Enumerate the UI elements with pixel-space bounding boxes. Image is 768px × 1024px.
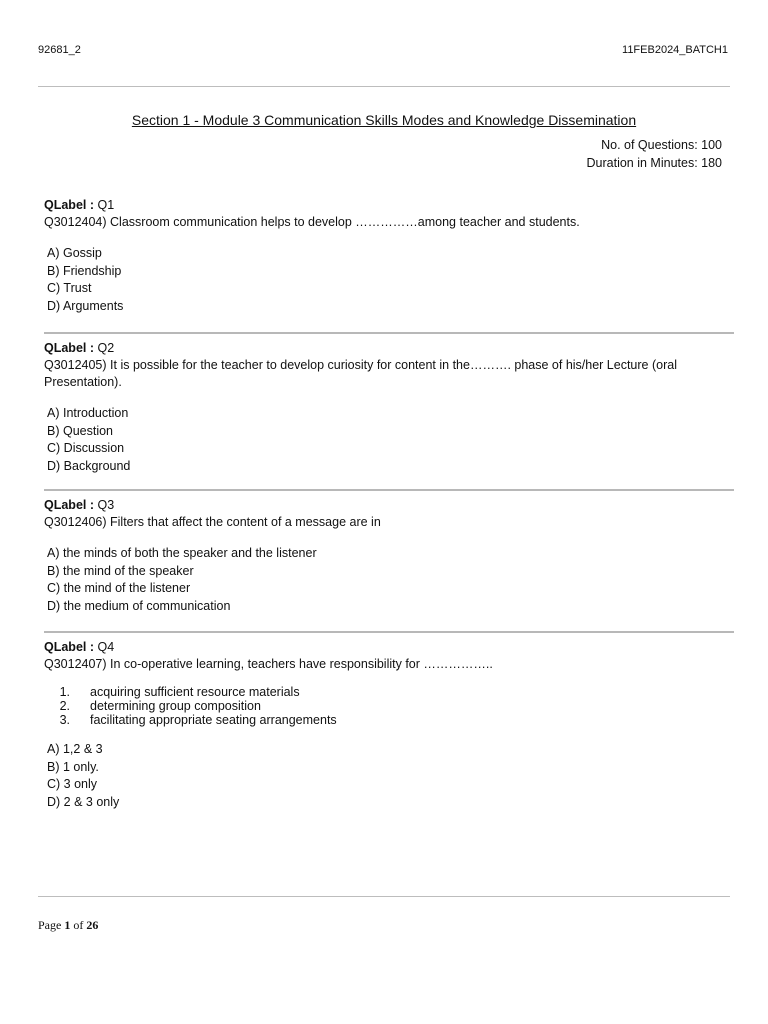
question-count: No. of Questions: 100	[601, 138, 722, 152]
option-b[interactable]: B) Question	[47, 423, 114, 438]
page-number: 1	[64, 918, 71, 932]
question-label	[44, 497, 734, 514]
question-divider	[44, 332, 734, 334]
statement-text: acquiring sufficient resource materials	[90, 685, 300, 699]
question-label	[44, 639, 734, 656]
statement-item	[44, 699, 734, 713]
statement-text: determining group composition	[90, 699, 261, 713]
page-total: 26	[86, 918, 99, 932]
statement-text: facilitating appropriate seating arrangements	[90, 713, 337, 727]
option-d[interactable]: D) Arguments	[47, 299, 124, 314]
option-a[interactable]: A) Introduction	[47, 406, 129, 420]
qlabel-value: Q3	[97, 498, 115, 512]
section-title: Section 1 - Module 3 Communication Skills Modes and Knowledge Dissemination	[131, 112, 637, 128]
question-text: Q3012404) Classroom communication helps to develop ……………among teacher and students.	[44, 215, 580, 229]
question-block	[44, 497, 734, 616]
option-b[interactable]: B) 1 only.	[47, 759, 99, 774]
statement-item	[44, 713, 734, 727]
header-divider	[38, 86, 730, 87]
option-c[interactable]: C) the mind of the listener	[47, 581, 191, 596]
option-d[interactable]: D) Background	[47, 459, 131, 474]
qlabel-prefix: QLabel :	[44, 341, 95, 355]
question-text: Q3012406) Filters that affect the content of a message are in	[44, 515, 381, 529]
statement-item	[44, 685, 734, 699]
page-footer	[38, 918, 98, 933]
question-text: Q3012407) In co-operative learning, teachers have responsibility for ……………..	[44, 657, 493, 671]
statement-list	[44, 685, 734, 727]
question-block	[44, 340, 734, 476]
section-meta	[587, 136, 723, 172]
statement-number: 3.	[59, 713, 70, 727]
options-list	[47, 245, 734, 316]
question-label	[44, 197, 734, 214]
option-b[interactable]: B) the mind of the speaker	[47, 563, 194, 578]
qlabel-prefix: QLabel :	[44, 498, 95, 512]
qlabel-value: Q2	[97, 341, 115, 355]
qlabel-prefix: QLabel :	[44, 640, 95, 654]
option-a[interactable]: A) 1,2 & 3	[47, 742, 103, 756]
statement-number: 1.	[59, 685, 70, 699]
document-id: 92681_2	[38, 44, 81, 56]
batch-id: 11FEB2024_BATCH1	[622, 44, 728, 56]
options-list	[47, 545, 734, 616]
qlabel-value: Q4	[97, 640, 115, 654]
options-list	[47, 741, 734, 812]
option-d[interactable]: D) 2 & 3 only	[47, 795, 120, 810]
option-c[interactable]: C) Discussion	[47, 441, 125, 456]
option-b[interactable]: B) Friendship	[47, 263, 122, 278]
footer-divider	[38, 896, 730, 897]
of-word: of	[73, 918, 84, 932]
qlabel-value: Q1	[97, 198, 115, 212]
option-a[interactable]: A) the minds of both the speaker and the listener	[47, 546, 317, 560]
question-text: Q3012405) It is possible for the teacher to develop curiosity for content in the………. phase of his/her Lecture (oral Presentation).	[44, 358, 677, 389]
duration: Duration in Minutes: 180	[586, 156, 722, 170]
statement-number: 2.	[59, 699, 70, 713]
option-c[interactable]: C) Trust	[47, 281, 92, 296]
question-divider	[44, 631, 734, 633]
option-a[interactable]: A) Gossip	[47, 246, 102, 260]
question-block	[44, 197, 734, 316]
option-d[interactable]: D) the medium of communication	[47, 599, 231, 614]
options-list	[47, 405, 734, 476]
question-divider	[44, 489, 734, 491]
question-label	[44, 340, 734, 357]
qlabel-prefix: QLabel :	[44, 198, 95, 212]
question-block	[44, 639, 734, 812]
option-c[interactable]: C) 3 only	[47, 777, 98, 792]
page-word: Page	[38, 918, 62, 932]
